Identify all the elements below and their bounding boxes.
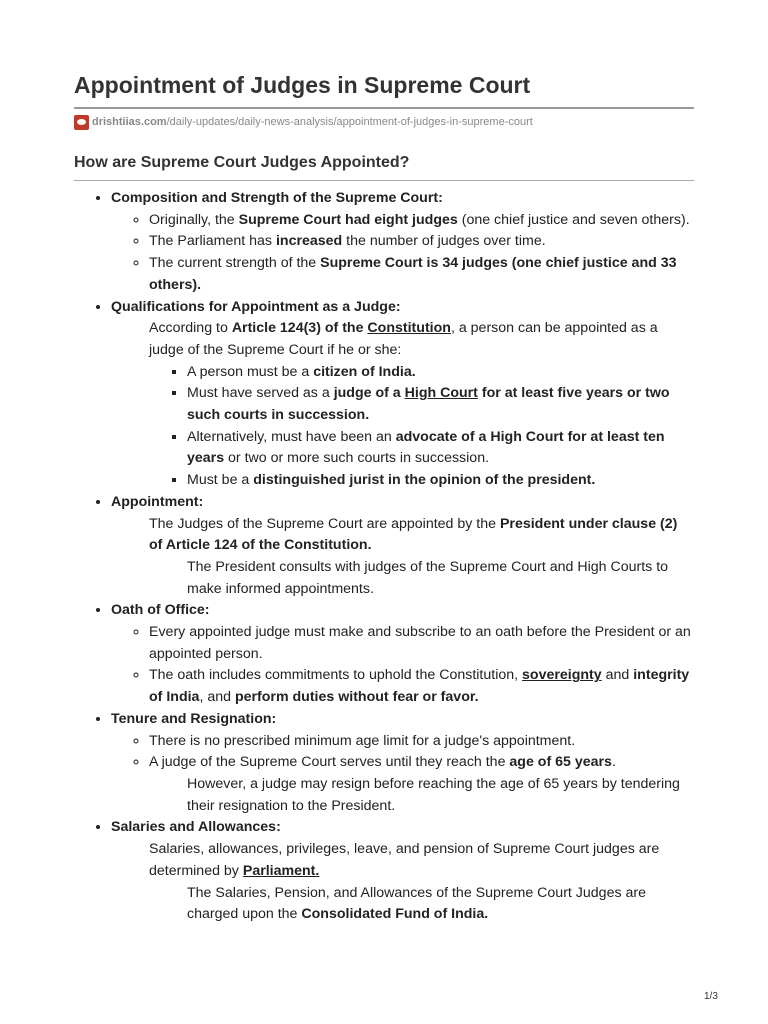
text: A judge of the Supreme Court serves until they reach the bbox=[149, 754, 510, 771]
list-item-appointment bbox=[111, 492, 694, 601]
text: the number of judges over time. bbox=[342, 233, 546, 250]
text: Must have served as a bbox=[187, 385, 334, 402]
list-item bbox=[149, 752, 694, 774]
oath-sublist bbox=[111, 622, 694, 709]
text: . bbox=[611, 754, 616, 771]
salaries-heading: Salaries and Allowances: bbox=[111, 819, 281, 836]
text-bold: citizen of India. bbox=[313, 363, 416, 380]
tenure-resignation: However, a judge may resign before reaching the age of 65 years by tendering their resignation to the President. bbox=[187, 775, 680, 814]
text: The current strength of the bbox=[149, 255, 321, 272]
source-path: /daily-updates/daily-news-analysis/appointment-of-judges-in-supreme-court bbox=[166, 116, 533, 128]
tenure-heading: Tenure and Resignation: bbox=[111, 710, 277, 727]
oath-heading: Oath of Office: bbox=[111, 602, 210, 619]
list-item bbox=[149, 231, 694, 253]
list-item-composition bbox=[111, 188, 694, 297]
qualifications-heading: Qualifications for Appointment as a Judge: bbox=[111, 298, 401, 315]
text: The Judges of the Supreme Court are appointed by the bbox=[149, 515, 500, 532]
text-bold: Consolidated Fund of India. bbox=[301, 906, 489, 923]
source-line bbox=[74, 114, 694, 130]
list-item bbox=[149, 665, 694, 708]
text: Alternatively, must have been an bbox=[187, 428, 396, 445]
text-bold: President under clause (2) of Article 124 of the Constitution. bbox=[149, 515, 678, 554]
source-link[interactable] bbox=[92, 114, 533, 130]
appointment-consult: The President consults with judges of the Supreme Court and High Courts to make informed appointments. bbox=[187, 558, 669, 597]
list-item bbox=[187, 383, 694, 426]
page-number: 1/3 bbox=[704, 991, 718, 1002]
composition-heading: Composition and Strength of the Supreme Court: bbox=[111, 190, 443, 206]
list-item bbox=[187, 427, 694, 470]
list-item bbox=[187, 470, 694, 492]
text: (one chief justice and seven others). bbox=[457, 211, 690, 228]
tenure-sublist bbox=[111, 731, 694, 774]
text-bold: Supreme Court is 34 judges (one chief justice and 33 others). bbox=[149, 255, 677, 293]
page-title: Appointment of Judges in Supreme Court bbox=[74, 72, 531, 98]
text: According to bbox=[149, 320, 232, 337]
text: The Salaries, Pension, and Allowances of the Supreme Court Judges are charged upon the bbox=[187, 884, 646, 923]
list-item: ◦ There is no prescribed minimum age limit for a judge's appointment. bbox=[149, 731, 694, 753]
list-item-tenure bbox=[111, 709, 694, 818]
section-divider bbox=[74, 180, 694, 181]
text: A person must be a bbox=[187, 363, 314, 380]
text: , a person can be appointed as a judge of the Supreme Court if he or she: bbox=[149, 320, 658, 358]
text-bold: for at least five years or two such courts in succession. bbox=[187, 385, 670, 424]
appointment-paragraph bbox=[111, 514, 694, 557]
composition-sublist bbox=[111, 210, 694, 297]
list-item: ◦ Every appointed judge must make and subscribe to an oath before the President or an appointed person. bbox=[149, 622, 694, 665]
appointment-heading: Appointment: bbox=[111, 493, 204, 510]
list-item bbox=[187, 362, 694, 384]
list-item bbox=[149, 210, 694, 232]
text-bold: perform duties without fear or favor. bbox=[234, 689, 479, 706]
text-bold: Article 124(3) of the bbox=[231, 320, 368, 337]
text: The oath includes commitments to uphold the Constitution, bbox=[149, 667, 523, 684]
parliament-link[interactable]: Parliament. bbox=[242, 862, 320, 879]
text: Originally, the bbox=[149, 211, 239, 228]
main-list bbox=[74, 188, 694, 926]
high-court-link[interactable]: High Court bbox=[404, 385, 478, 402]
text: Salaries, allowances, privileges, leave, and pension of Supreme Court judges are determined by bbox=[149, 841, 660, 879]
text-bold: distinguished jurist in the opinion of the president. bbox=[253, 472, 596, 489]
text-bold: advocate of a High Court for at least ten years bbox=[187, 428, 665, 467]
list-item-qualifications bbox=[111, 297, 694, 492]
text-bold: Supreme Court had eight judges bbox=[238, 211, 458, 228]
article-body bbox=[74, 188, 694, 926]
salaries-fund bbox=[111, 883, 694, 926]
list-item-oath bbox=[111, 600, 694, 709]
text: and bbox=[601, 667, 634, 684]
qualifications-intro bbox=[111, 318, 694, 361]
text: or two or more such courts in succession. bbox=[224, 450, 490, 467]
source-domain: drishtiias.com bbox=[92, 116, 167, 128]
text-bold: judge of a bbox=[333, 385, 405, 402]
text: Must be a bbox=[187, 472, 254, 489]
salaries-paragraph bbox=[111, 839, 694, 882]
qualifications-sublist bbox=[111, 362, 694, 492]
text-bold: increased bbox=[275, 233, 343, 250]
drishti-logo-icon bbox=[74, 115, 89, 130]
text-bold: age of 65 years bbox=[509, 754, 612, 771]
text: , and bbox=[199, 689, 235, 706]
list-item bbox=[149, 253, 694, 296]
section-title: How are Supreme Court Judges Appointed? bbox=[74, 154, 410, 171]
text: The Parliament has bbox=[149, 233, 276, 250]
sovereignty-link[interactable]: sovereignty bbox=[522, 667, 602, 684]
constitution-link[interactable]: Constitution bbox=[367, 320, 451, 337]
title-divider bbox=[74, 107, 694, 109]
list-item-salaries bbox=[111, 817, 694, 926]
text-bold: integrity of India bbox=[149, 667, 690, 706]
